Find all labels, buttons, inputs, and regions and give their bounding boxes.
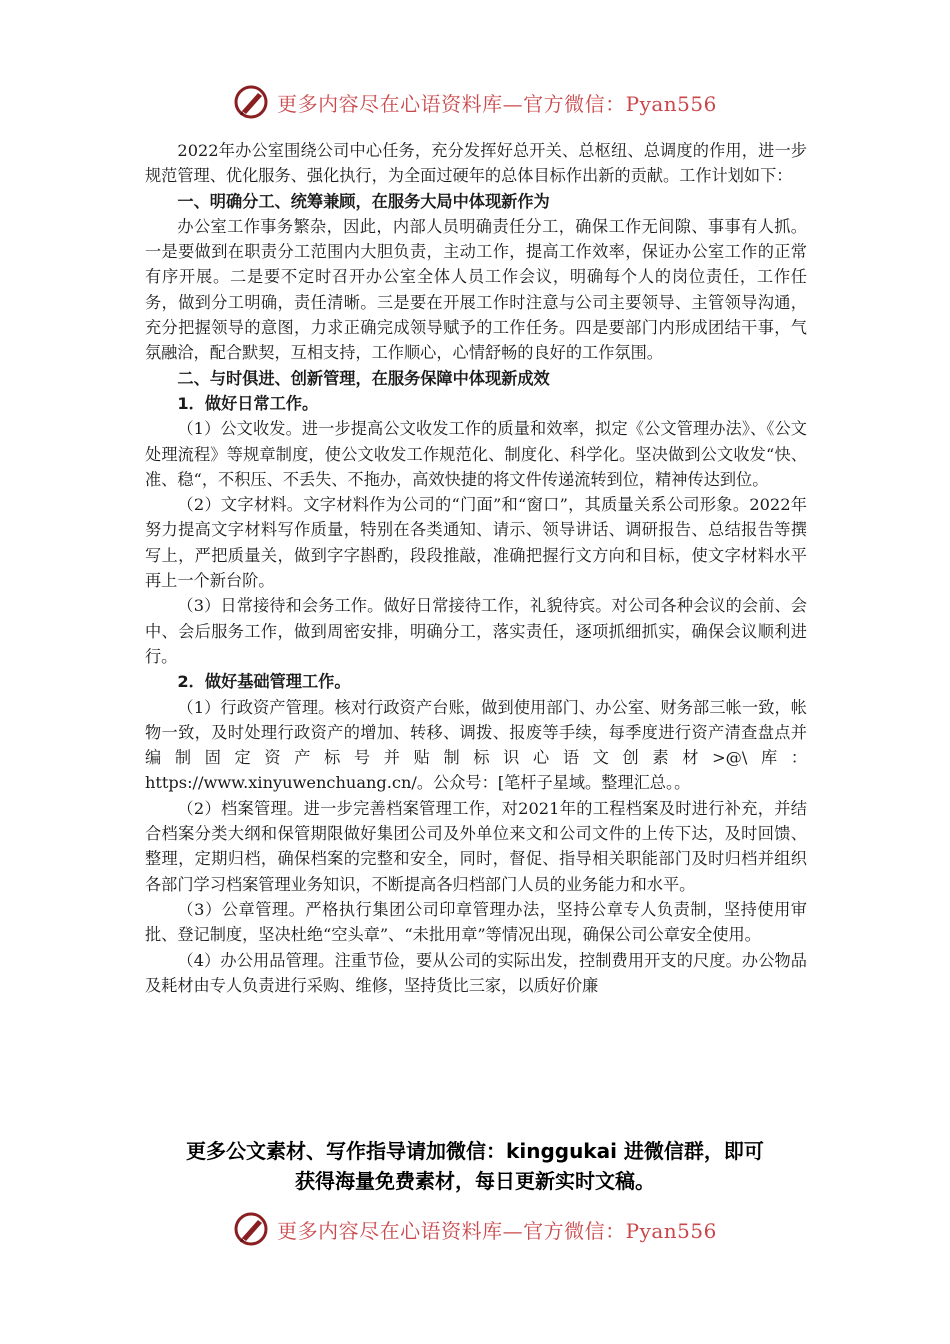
- promo-notice: [130, 1136, 820, 1196]
- section-heading: 一、明确分工、统筹兼顾，在服务大局中体现新作为: [177, 191, 550, 211]
- paragraph: （2）档案管理。进一步完善档案管理工作，对2021年的工程档案及时进行补充，并结合档案分类大纲和保管期限做好集团公司及外单位来文和公司文件的上传下达，及时回馈、整理，定期归档，确保档案的完整和安全，同时，督促、指导相关职能部门及时归档并组织各部门学习档案管理业务知识，不断提高各归档部门人员的业务能力和水平。: [145, 798, 807, 894]
- footer-banner-text: 更多内容尽在心语资料库—官方微信：Pyan556: [277, 1218, 717, 1243]
- pen-logo-icon: [233, 1211, 269, 1247]
- header-banner: [0, 82, 950, 122]
- pen-logo-icon: [233, 84, 269, 120]
- paragraph: （3）日常接待和会务工作。做好日常接待工作，礼貌待宾。对公司各种会议的会前、会中、会后服务工作，做到周密安排，明确分工，落实责任，逐项抓细抓实，确保会议顺利进行。: [145, 596, 807, 666]
- section-heading: 1．做好日常工作。: [177, 393, 319, 413]
- section-heading: 二、与时俱进、创新管理，在服务保障中体现新成效: [177, 368, 550, 388]
- paragraph: 2022年办公室围绕公司中心任务，充分发挥好总开关、总枢纽、总调度的作用，进一步规范管理、优化服务、强化执行，为全面过硬年的总体目标作出新的贡献。工作计划如下：: [145, 141, 807, 186]
- paragraph: 办公室工作事务繁杂，因此，内部人员明确责任分工，确保工作无间隙、事事有人抓。一是要做到在职责分工范围内大胆负责，主动工作，提高工作效率，保证办公室工作的正常有序开展。二是要不定时召开办公室全体人员工作会议，明确每个人的岗位责任，工作任务，做到分工明确，责任清晰。三是要在开展工作时注意与公司主要领导、主管领导沟通，充分把握领导的意图，力求正确完成领导赋予的工作任务。四是要部门内形成团结干事，气氛融洽，配合默契，互相支持，工作顺心，心情舒畅的良好的工作氛围。: [145, 216, 807, 363]
- paragraph: （1）公文收发。进一步提高公文收发工作的质量和效率，拟定《公文管理办法》、《公文处理流程》等规章制度，使公文收发工作规范化、制度化、科学化。坚决做到公文收发“快、准、稳“，不积压、不丢失、不拖办，高效快捷的将文件传递流转到位，精神传达到位。: [145, 419, 807, 489]
- paragraph: （3）公章管理。严格执行集团公司印章管理办法，坚持公章专人负责制，坚持使用审批、登记制度，坚决杜绝“空头章”、“未批用章”等情况出现，确保公司公章安全使用。: [145, 899, 807, 945]
- header-banner-text: 更多内容尽在心语资料库—官方微信：Pyan556: [277, 91, 717, 116]
- paragraph: （4）办公用品管理。注重节俭，要从公司的实际出发，控制费用开支的尺度。办公物品及耗材由专人负责进行采购、维修，坚持货比三家，以质好价廉: [145, 950, 807, 995]
- footer-banner: [0, 1209, 950, 1249]
- promo-line-1: 更多公文素材、写作指导请加微信：kinggukai 进微信群，即可: [186, 1139, 764, 1163]
- document-body: [145, 138, 807, 998]
- section-heading: 2．做好基础管理工作。: [177, 672, 351, 692]
- paragraph: （1）行政资产管理。核对行政资产台账，做到使用部门、办公室、财务部三帐一致，帐物一致，及时处理行政资产的增加、转移、调拨、报废等手续，每季度进行资产清查盘点并编制固定资产标号并贴制标识心语文创素材>@\库：https://www.xinyuwenchuang.cn/。公众号：[笔杆子星域。整理汇总。。: [145, 697, 807, 793]
- promo-line-2: 获得海量免费素材，每日更新实时文稿。: [295, 1169, 655, 1193]
- paragraph: （2）文字材料。文字材料作为公司的“门面”和“窗口”，其质量关系公司形象。2022年努力提高文字材料写作质量，特别在各类通知、请示、领导讲话、调研报告、总结报告等撰写上，严把质量关，做到字字斟酌，段段推敲，准确把握行文方向和目标，使文字材料水平再上一个新台阶。: [145, 495, 807, 591]
